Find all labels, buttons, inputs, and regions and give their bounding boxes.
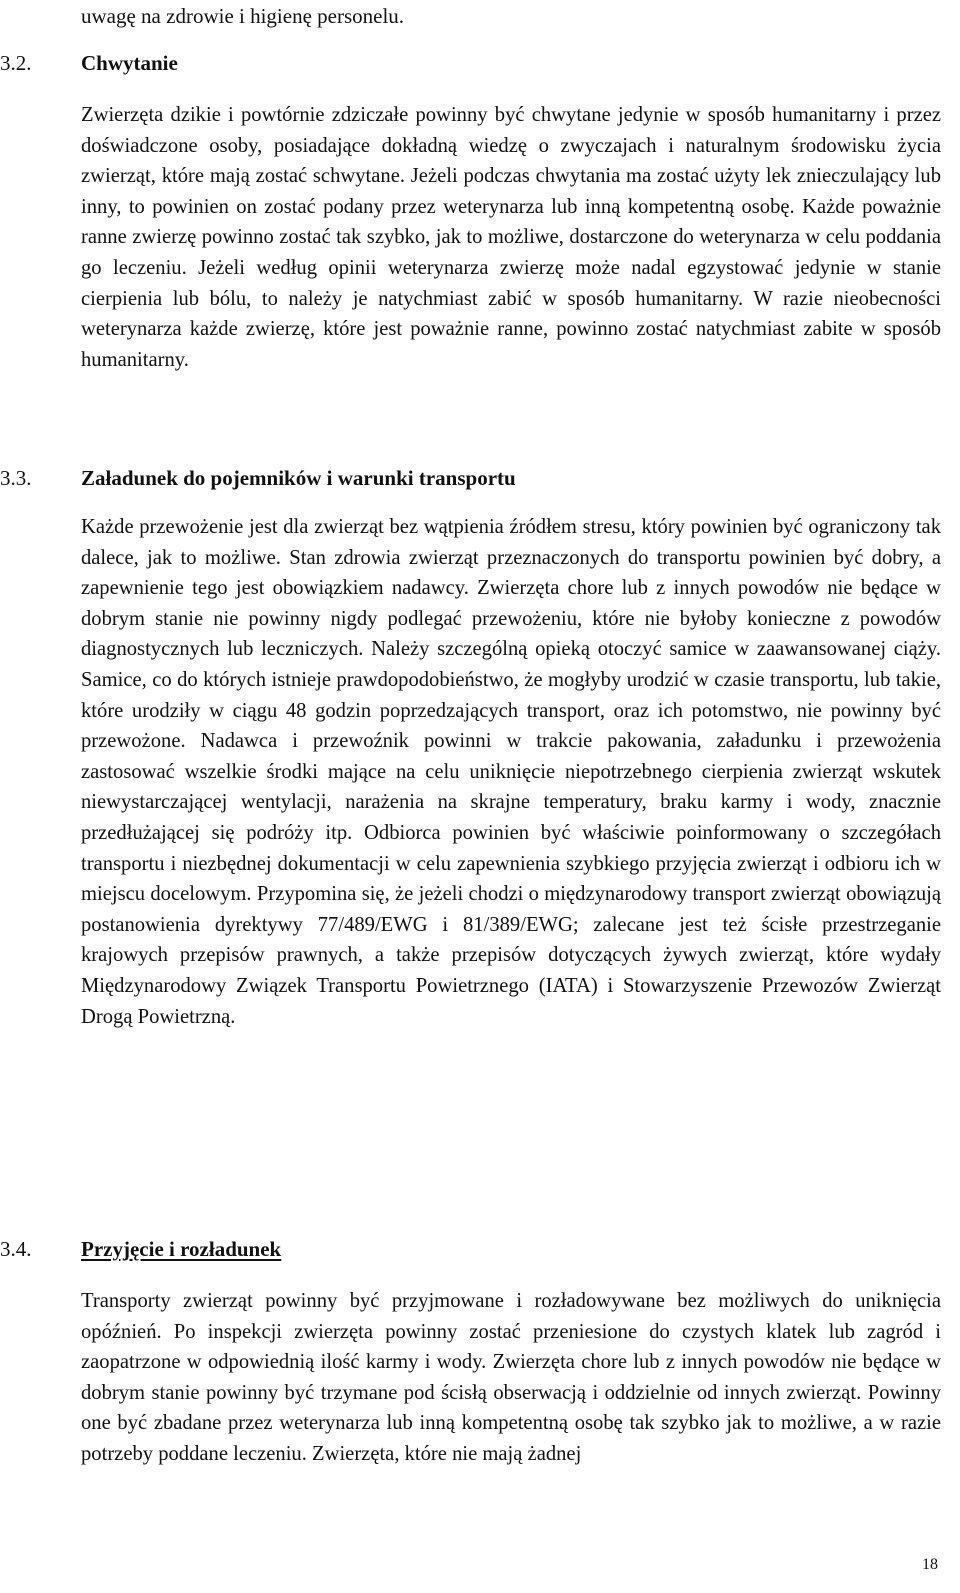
section-body-zaladunek: Każde przewożenie jest dla zwierząt bez wątpienia źródłem stresu, który powinien być ograniczony tak dalece, jak to możliwe. Stan zdrowia zwierząt przeznaczonych do transportu powinien być dobry, a zapewnienie tego jest obowiązkiem nadawcy. Zwierzęta chore lub z innych powodów nie będące w dobrym stanie nie powinny nigdy podlegać przewożeniu, które nie byłoby konieczne z powodów diagnostycznych lub leczniczych. Należy szczególną opieką otoczyć samice w zaawansowanej ciąży. Samice, co do których istnieje prawdopodobieństwo, że mogłyby urodzić w czasie transportu, lub takie, które urodziły w ciągu 48 godzin poprzedzających transport, oraz ich potomstwo, nie powinny być przewożone. Nadawca i przewoźnik powinni w trakcie pakowania, załadunku i przewożenia zastosować wszelkie środki mające na celu uniknięcie niepotrzebnego cierpienia zwierząt wskutek niewystarczającej wentylacji, narażenia na skrajne temperatury, braku karmy i wody, znacznie przedłużającej się podróży itp. Odbiorca powinien być właściwie poinformowany o szczegółach transportu i niezbędnej dokumentacji w celu zapewnienia szybkiego przyjęcia zwierząt i odbioru ich w miejscu docelowym. Przypomina się, że jeżeli chodzi o międzynarodowy transport zwierząt obowiązują postanowienia dyrektywy 77/489/EWG i 81/389/EWG; zalecane jest też ścisłe przestrzeganie krajowych przepisów prawnych, a także przepisów dotyczących żywych zwierząt, które wydały Międzynarodowy Związek Transportu Powietrznego (IATA) i Stowarzyszenie Przewozów Zwierząt Drogą Powietrzną. — [81, 516, 941, 1028]
section-body-przyjecie: Transporty zwierząt powinny być przyjmowane i rozładowywane bez możliwych do uniknięcia opóźnień. Po inspekcji zwierzęta powinny zostać przeniesione do czystych klatek lub zagród i zaopatrzone w odpowiednią ilość karmy i wody. Zwierzęta chore lub z innych powodów nie będące w dobrym stanie powinny być trzymane pod ścisłą obserwacją i oddzielnie od innych zwierząt. Powinny one być zbadane przez weterynarza lub inną kompetentną osobę tak szybko jak to możliwe, a w razie potrzeby poddane leczeniu. Zwierzęta, które nie mają żadnej — [81, 1290, 941, 1465]
section-body-chwytanie: Zwierzęta dzikie i powtórnie zdziczałe powinny być chwytane jedynie w sposób humanitarny i przez doświadczone osoby, posiadające dokładną wiedzę o zwyczajach i naturalnym środowisku życia zwierząt, które mają zostać schwytane. Jeżeli podczas chwytania ma zostać użyty lek znieczulający lub inny, to powinien on zostać podany przez weterynarza lub inną kompetentną osobę. Każde poważnie ranne zwierzę powinno zostać tak szybko, jak to możliwe, dostarczone do weterynarza w celu poddania go leczeniu. Jeżeli według opinii weterynarza zwierzę może nadal egzystować jedynie w stanie cierpienia lub bólu, to należy je natychmiast zabić w sposób humanitarny. W razie nieobecności weterynarza każde zwierzę, które jest poważnie ranne, powinno zostać natychmiast zabite w sposób humanitarny. — [81, 104, 941, 371]
intro-fragment: uwagę na zdrowie i higienę personelu. — [81, 4, 405, 28]
page-number: 18 — [922, 1556, 938, 1573]
section-number-3-3: 3.3. — [0, 466, 32, 490]
section-number-3-4: 3.4. — [0, 1237, 32, 1261]
section-title-chwytanie: Chwytanie — [81, 51, 178, 75]
section-title-zaladunek: Załadunek do pojemników i warunki transportu — [81, 466, 516, 490]
section-number-3-2: 3.2. — [0, 51, 32, 75]
section-title-przyjecie: Przyjęcie i rozładunek — [81, 1237, 282, 1261]
